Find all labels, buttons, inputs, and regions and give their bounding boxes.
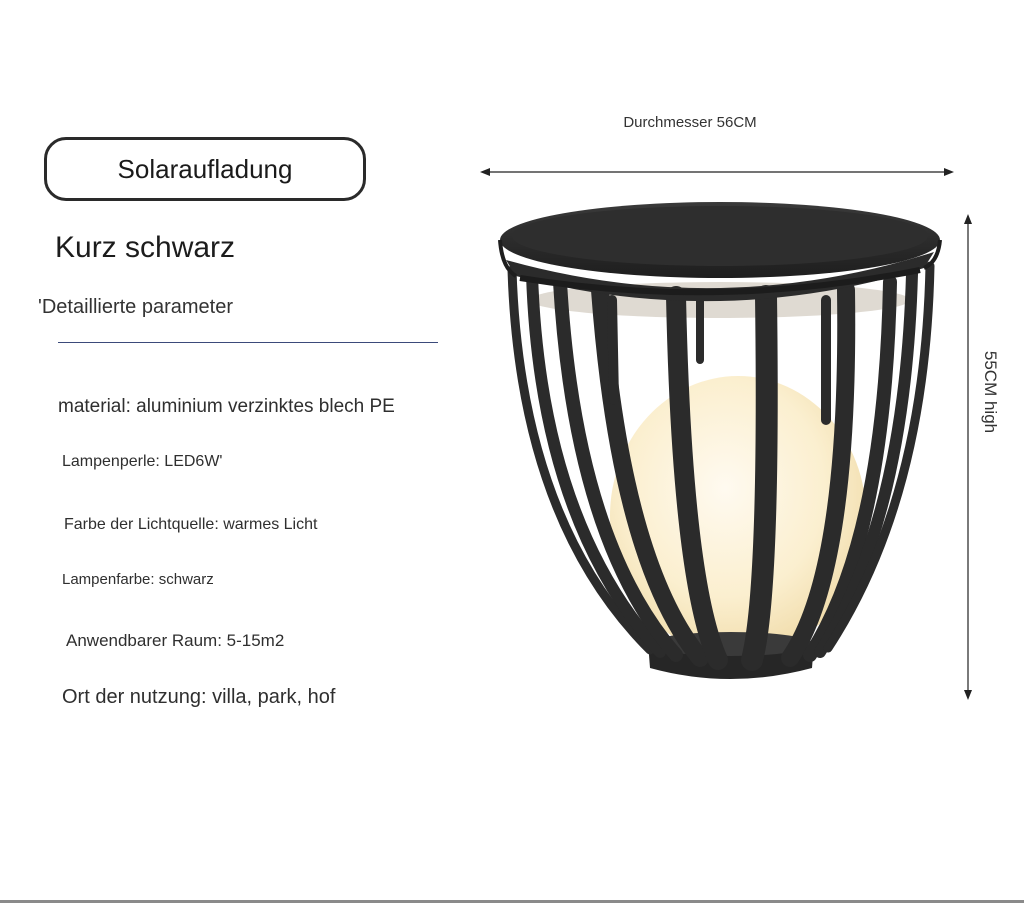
param-light-color: Farbe der Lichtquelle: warmes Licht [64,516,318,533]
param-room-size: Anwendbarer Raum: 5-15m2 [66,631,285,650]
height-arrow [964,214,972,700]
param-lamp-color: Lampenfarbe: schwarz [62,571,214,588]
parameters-heading: 'Detaillierte parameter [38,296,234,318]
height-label: 55CM high [981,350,1000,434]
product-title: Kurz schwarz [55,231,236,264]
diameter-label: Durchmesser 56CM [623,114,757,131]
param-lamp-bead: Lampenperle: LED6W' [62,453,223,470]
diameter-arrow [480,168,954,176]
param-material: material: aluminium verzinktes blech PE [58,396,395,417]
param-usage-location: Ort der nutzung: villa, park, hof [62,686,336,708]
solar-charging-badge: Solaraufladung [44,137,366,201]
